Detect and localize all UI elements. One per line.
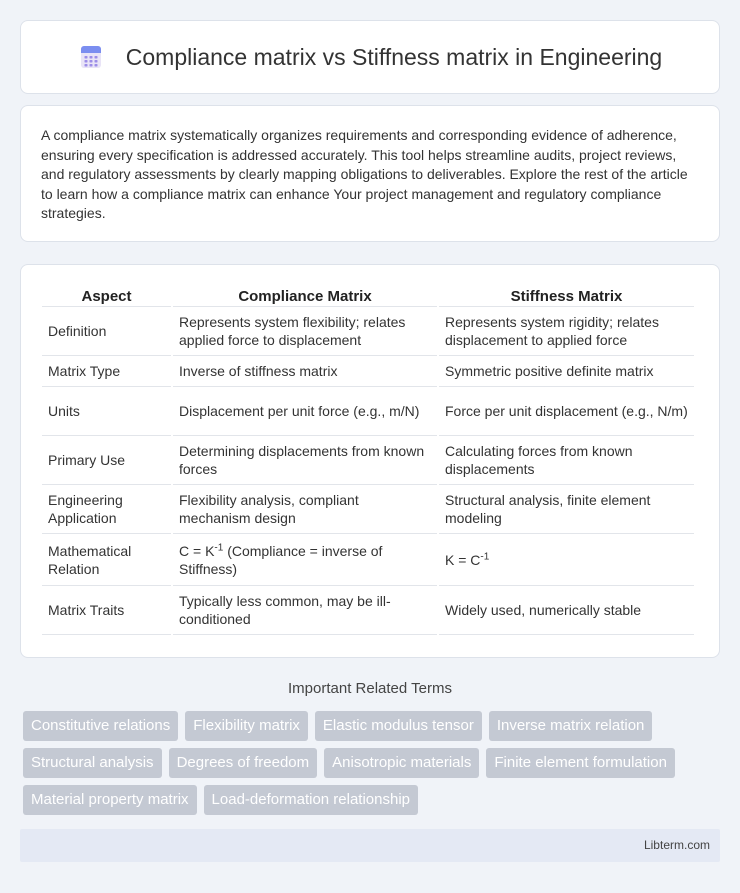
cell-stiffness: Represents system rigidity; relates displacement to applied force — [439, 307, 694, 356]
comparison-table-card — [20, 264, 720, 658]
table-row — [42, 485, 694, 534]
term-tag[interactable]: Load-deformation relationship — [204, 785, 418, 815]
term-tag[interactable]: Inverse matrix relation — [489, 711, 653, 741]
cell-aspect: Engineering Application — [42, 485, 171, 534]
cell-compliance: Typically less common, may be ill-conditioned — [173, 586, 437, 635]
table-row — [42, 436, 694, 485]
cell-aspect: Mathematical Relation — [42, 534, 171, 586]
related-terms-title: Important Related Terms — [288, 680, 452, 697]
table-row — [42, 387, 694, 436]
column-header-aspect: Aspect — [42, 285, 171, 307]
formula-compliance-sup: -1 — [214, 541, 224, 553]
term-tag[interactable]: Material property matrix — [23, 785, 197, 815]
related-terms-list — [23, 711, 723, 822]
term-tag[interactable]: Degrees of freedom — [169, 748, 318, 778]
cell-compliance: Inverse of stiffness matrix — [173, 356, 437, 387]
cell-aspect: Matrix Type — [42, 356, 171, 387]
table-row — [42, 534, 694, 586]
cell-stiffness: Force per unit displacement (e.g., N/m) — [439, 387, 694, 436]
table-header-row — [42, 285, 694, 307]
term-tag[interactable]: Flexibility matrix — [185, 711, 308, 741]
cell-compliance: Displacement per unit force (e.g., m/N) — [173, 387, 437, 436]
term-tag[interactable]: Constitutive relations — [23, 711, 178, 741]
table-row — [42, 307, 694, 356]
cell-compliance: Represents system flexibility; relates applied force to displacement — [173, 307, 437, 356]
cell-compliance — [173, 534, 437, 586]
column-header-compliance: Compliance Matrix — [173, 285, 437, 307]
cell-stiffness: Symmetric positive definite matrix — [439, 356, 694, 387]
cell-aspect: Matrix Traits — [42, 586, 171, 635]
formula-stiffness-sup: -1 — [480, 550, 490, 562]
footer — [20, 829, 720, 862]
cell-compliance: Flexibility analysis, compliant mechanism design — [173, 485, 437, 534]
intro-card — [20, 105, 720, 242]
table-row — [42, 586, 694, 635]
term-tag[interactable]: Structural analysis — [23, 748, 162, 778]
term-tag[interactable]: Anisotropic materials — [324, 748, 479, 778]
term-tag[interactable]: Finite element formulation — [486, 748, 675, 778]
cell-aspect: Units — [42, 387, 171, 436]
column-header-stiffness: Stiffness Matrix — [439, 285, 694, 307]
comparison-table — [40, 285, 696, 635]
calculator-icon — [78, 44, 104, 70]
term-tag[interactable]: Elastic modulus tensor — [315, 711, 482, 741]
table-row — [42, 356, 694, 387]
cell-stiffness: Structural analysis, finite element modeling — [439, 485, 694, 534]
cell-aspect: Primary Use — [42, 436, 171, 485]
formula-compliance-post: (Compliance = inverse of Stiffness) — [179, 542, 383, 577]
formula-compliance-pre: C = K — [179, 542, 215, 559]
intro-text: A compliance matrix systematically organizes requirements and corresponding evidence of adherence, ensuring every specification is addressed accurately. This tool helps streamline audits, project reviews, and regulatory assessments by clearly mapping obligations to deliverables. Explore the rest of the article to learn how a compliance matrix can enhance Your project management and regulatory compliance strategies. — [41, 127, 688, 221]
page-title: Compliance matrix vs Stiffness matrix in Engineering — [125, 43, 663, 70]
formula-stiffness-pre: K = C — [445, 551, 481, 568]
cell-stiffness: Calculating forces from known displacements — [439, 436, 694, 485]
footer-site-link[interactable]: Libterm.com — [643, 838, 710, 852]
cell-stiffness: Widely used, numerically stable — [439, 586, 694, 635]
cell-stiffness — [439, 534, 694, 586]
cell-aspect: Definition — [42, 307, 171, 356]
header-card — [20, 20, 720, 94]
cell-compliance: Determining displacements from known forces — [173, 436, 437, 485]
